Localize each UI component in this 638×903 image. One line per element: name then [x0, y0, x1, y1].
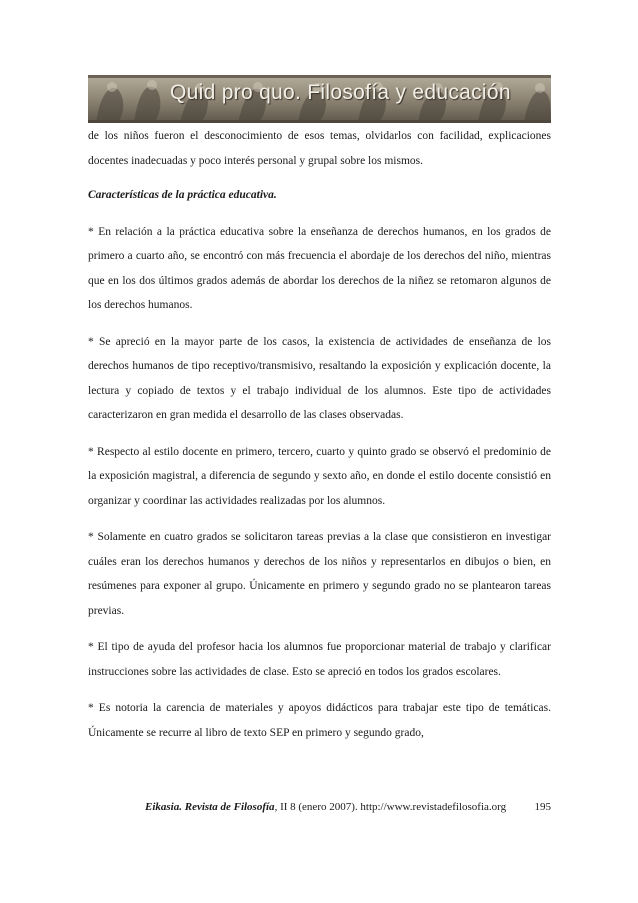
section-heading: Características de la práctica educativa.	[88, 189, 277, 201]
paragraph: * Se apreció en la mayor parte de los casos, la existencia de actividades de enseñanza de los derechos humanos de tipo receptivo/transmisivo, resaltando la exposición y explicación docente, la lectura y copiado de textos y el trabajo individual de los alumnos. Este tipo de actividades caracterizaron en gran medida el desarrollo de las clases observadas.	[88, 335, 551, 421]
banner-title: Quid pro quo. Filosofía y educación	[170, 81, 511, 104]
article-body	[88, 124, 551, 745]
paragraph: * Solamente en cuatro grados se solicitaron tareas previas a la clase que consistieron en investigar cuáles eran los derechos humanos y derechos de los niños y representarlos en dibujos o bien, en resúmenes para exponer al grupo. Únicamente en primero y segundo grado no se plantearon tareas previas.	[88, 531, 551, 617]
paragraph: * En relación a la práctica educativa sobre la enseñanza de derechos humanos, en los grados de primero a cuarto año, se encontró con más frecuencia el abordaje de los derechos del niño, mientras que en los dos últimos grados además de abordar los derechos de la niñez se retomaron algunos de los derechos humanos.	[88, 225, 551, 311]
issue-info: , II 8 (enero 2007). http://www.revistadefilosofia.org	[274, 801, 507, 813]
journal-name: Eikasia. Revista de Filosofía	[145, 801, 275, 813]
header-banner	[88, 75, 551, 123]
paragraph: * Respecto al estilo docente en primero, tercero, cuarto y quinto grado se observó el predominio de la exposición magistral, a diferencia de segundo y sexto año, en donde el estilo docente consistió en organizar y coordinar las actividades realizadas por los alumnos.	[88, 445, 551, 507]
page-footer	[145, 801, 551, 813]
page-number: 195	[534, 801, 551, 813]
paragraph: * Es notoria la carencia de materiales y apoyos didácticos para trabajar este tipo de temáticas. Únicamente se recurre al libro de texto SEP en primero y segundo grado,	[88, 702, 551, 739]
paragraph: * El tipo de ayuda del profesor hacia los alumnos fue proporcionar material de trabajo y clarificar instrucciones sobre las actividades de clase. Esto se apreció en todos los grados escolares.	[88, 641, 551, 678]
paragraph-continuation: de los niños fueron el desconocimiento de esos temas, olvidarlos con facilidad, explicaciones docentes inadecuadas y poco interés personal y grupal sobre los mismos.	[88, 130, 551, 167]
